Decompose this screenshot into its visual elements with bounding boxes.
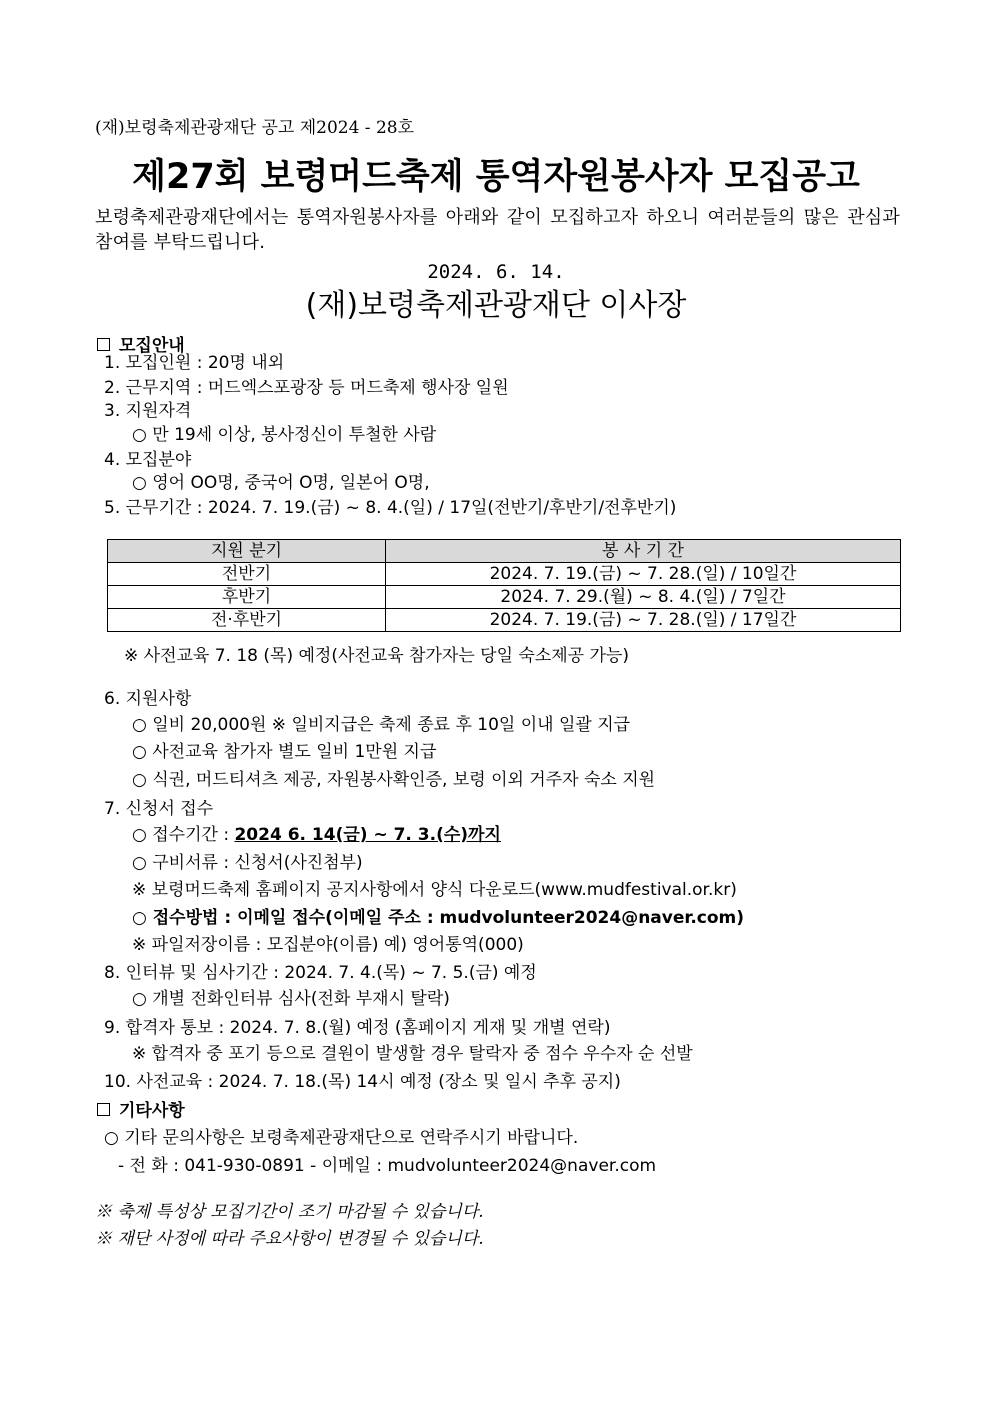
pre-training-note: ※ 사전교육 7. 18 (목) 예정(사전교육 참가자는 당일 숙소제공 가능) xyxy=(124,646,629,666)
table-row xyxy=(108,586,901,609)
table-cell: 전·후반기 xyxy=(108,609,386,632)
contact-info: - 전 화 : 041-930-0891 - 이메일 : mudvolunteer2024@naver.com xyxy=(118,1156,657,1176)
item-work-period: 5. 근무기간 : 2024. 7. 19.(금) ~ 8. 4.(일) / 17일(전반기/후반기/전후반기) xyxy=(104,498,677,518)
organization-name: (재)보령축제관광재단 이사장 xyxy=(305,288,687,323)
item-qualification: 3. 지원자격 xyxy=(104,401,192,421)
item-application: 7. 신청서 접수 xyxy=(104,799,214,819)
item-work-area: 2. 근무지역 : 머드엑스포광장 등 머드축제 행사장 일원 xyxy=(104,378,509,398)
item-support: 6. 지원사항 xyxy=(104,689,192,709)
table-cell: 2024. 7. 19.(금) ~ 7. 28.(일) / 17일간 xyxy=(386,609,901,632)
table-row xyxy=(108,609,901,632)
table-row xyxy=(108,563,901,586)
table-cell: 후반기 xyxy=(108,586,386,609)
schedule-table xyxy=(107,539,901,632)
item-application-documents: ○ 구비서류 : 신청서(사진첨부) xyxy=(132,853,363,873)
item-application-method: ○ 접수방법 : 이메일 접수(이메일 주소 : mudvolunteer2024@naver.com) xyxy=(132,908,745,928)
table-header-cell: 지원 분기 xyxy=(108,540,386,563)
table-cell: 2024. 7. 19.(금) ~ 7. 28.(일) / 10일간 xyxy=(386,563,901,586)
item-application-filename-note: ※ 파일저장이름 : 모집분야(이름) 예) 영어통역(000) xyxy=(132,935,524,955)
checkbox-square-icon xyxy=(97,338,110,351)
application-period-value: 2024 6. 14(금) ~ 7. 3.(수)까지 xyxy=(234,825,501,845)
section-recruitment-heading: 모집안내 xyxy=(97,335,185,357)
item-application-download-note: ※ 보령머드축제 홈페이지 공지사항에서 양식 다운로드(www.mudfestival.or.kr) xyxy=(132,880,737,900)
footnote: ※ 재단 사정에 따라 주요사항이 변경될 수 있습니다. xyxy=(95,1229,484,1249)
item-recruit-field: 4. 모집분야 xyxy=(104,450,192,470)
intro-paragraph: 보령축제관광재단에서는 통역자원봉사자를 아래와 같이 모집하고자 하오니 여러분들의 많은 관심과 참여를 부탁드립니다. xyxy=(95,207,900,253)
notice-number: (재)보령축제관광재단 공고 제2024 - 28호 xyxy=(95,118,415,138)
item-qualification-detail: ○ 만 19세 이상, 봉사정신이 투철한 사람 xyxy=(132,425,437,445)
item-recruit-field-detail: ○ 영어 OO명, 중국어 O명, 일본어 O명, xyxy=(132,473,430,493)
checkbox-square-icon xyxy=(97,1103,110,1116)
item-recruit-count: 1. 모집인원 : 20명 내외 xyxy=(104,353,285,373)
section-other-heading: 기타사항 xyxy=(97,1100,185,1122)
footnote: ※ 축제 특성상 모집기간이 조기 마감될 수 있습니다. xyxy=(95,1202,484,1222)
item-support-training-pay: ○ 사전교육 참가자 별도 일비 1만원 지급 xyxy=(132,742,437,762)
item-support-benefits: ○ 식권, 머드티셔츠 제공, 자원봉사확인증, 보령 이외 거주자 숙소 지원 xyxy=(132,770,656,790)
notice-date: 2024. 6. 14. xyxy=(427,261,565,283)
item-interview-detail: ○ 개별 전화인터뷰 심사(전화 부재시 탈락) xyxy=(132,989,450,1009)
table-header-row xyxy=(108,540,901,563)
item-application-period: ○ 접수기간 : 2024 6. 14(금) ~ 7. 3.(수)까지 xyxy=(132,825,501,845)
item-result-notice: 9. 합격자 통보 : 2024. 7. 8.(월) 예정 (홈페이지 게재 및 개별 연락) xyxy=(104,1018,611,1038)
table-cell: 2024. 7. 29.(월) ~ 8. 4.(일) / 7일간 xyxy=(386,586,901,609)
item-interview: 8. 인터뷰 및 심사기간 : 2024. 7. 4.(목) ~ 7. 5.(금) 예정 xyxy=(104,963,537,983)
other-inquiry: ○ 기타 문의사항은 보령축제관광재단으로 연락주시기 바랍니다. xyxy=(104,1128,579,1148)
item-result-note: ※ 합격자 중 포기 등으로 결원이 발생할 경우 탈락자 중 점수 우수자 순 선발 xyxy=(132,1044,693,1064)
table-header-cell: 봉 사 기 간 xyxy=(386,540,901,563)
item-pre-training: 10. 사전교육 : 2024. 7. 18.(목) 14시 예정 (장소 및 일시 추후 공지) xyxy=(104,1072,621,1092)
page-title: 제27회 보령머드축제 통역자원봉사자 모집공고 xyxy=(132,157,860,197)
item-support-daily-pay: ○ 일비 20,000원 ※ 일비지급은 축제 종료 후 10일 이내 일괄 지급 xyxy=(132,715,631,735)
table-cell: 전반기 xyxy=(108,563,386,586)
